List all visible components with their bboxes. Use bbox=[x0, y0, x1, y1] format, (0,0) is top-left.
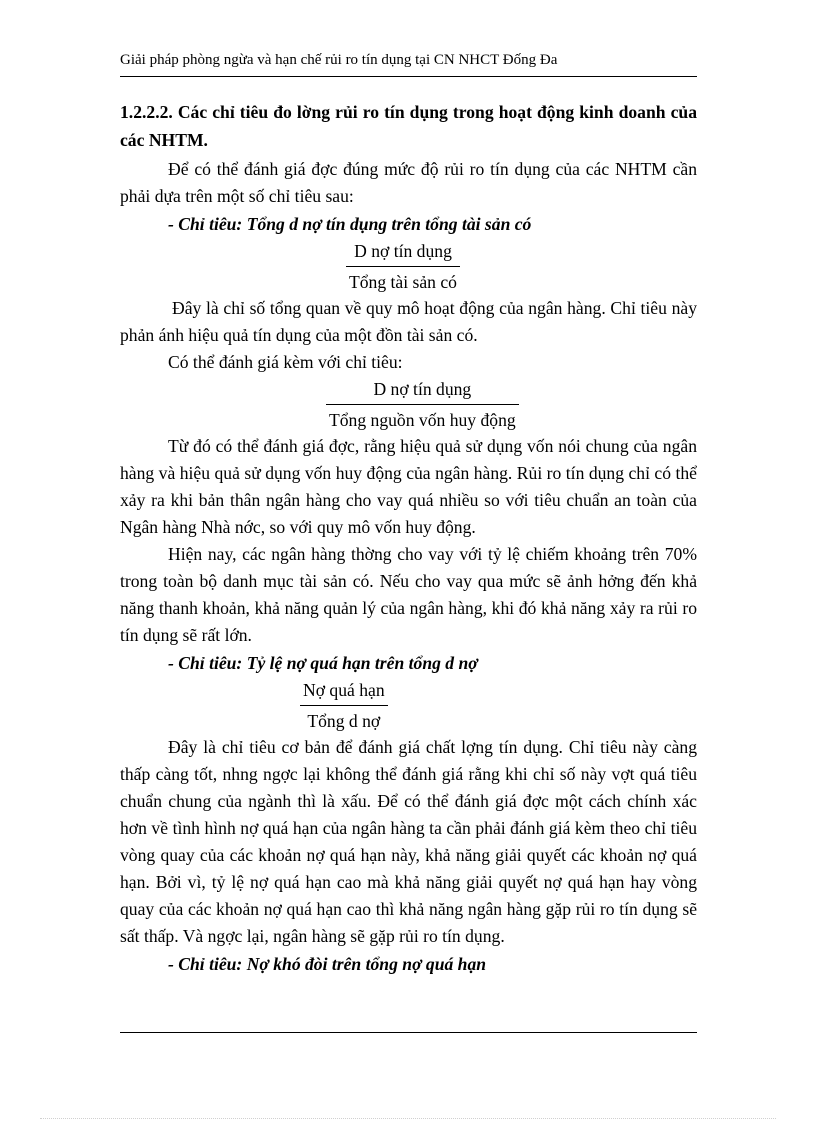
formula-numerator: D nợ tín dụng bbox=[326, 376, 519, 405]
criterion-3-title: - Chỉ tiêu: Nợ khó đòi trên tổng nợ quá hạn bbox=[168, 954, 487, 974]
criterion-1-title: - Chỉ tiêu: Tổng d nợ tín dụng trên tổng tài sản có bbox=[168, 214, 532, 234]
formula-loans-over-funds bbox=[326, 376, 519, 433]
footer-rule bbox=[120, 1032, 697, 1033]
formula-numerator: Nợ quá hạn bbox=[300, 677, 388, 706]
formula-numerator: D nợ tín dụng bbox=[346, 238, 460, 267]
criterion-2-paragraph: Đây là chỉ tiêu cơ bản để đánh giá chất lợng tín dụng. Chỉ tiêu này càng thấp càng tốt, nhng ngợc lại không thể đánh giá rằng khi chỉ số này vợt quá tiêu chuẩn chung của ngành thì là xấu. Để có thể đánh giá đợc một cách chính xác hơn về tình hình nợ quá hạn của ngân hàng ta cần phải đánh giá kèm theo chỉ tiêu vòng quay của các khoản nợ quá hạn này, khả năng giải quyết các khoản nợ quá hạn. Bởi vì, tỷ lệ nợ quá hạn cao mà khả năng giải quyết nợ quá hạn hay vòng quay của các khoản nợ quá hạn cao thì khả năng ngân hàng gặp rủi ro tín dụng sẽ sất thấp. Và ngợc lại, ngân hàng sẽ gặp rủi ro tín dụng. bbox=[120, 737, 697, 946]
criterion-1-also: Có thể đánh giá kèm với chỉ tiêu: bbox=[168, 352, 403, 372]
header-rule bbox=[120, 76, 697, 77]
formula-denominator: Tổng tài sản có bbox=[349, 272, 457, 292]
formula-denominator: Tổng nguồn vốn huy động bbox=[329, 410, 516, 430]
intro-paragraph: Để có thể đánh giá đợc đúng mức độ rủi ro tín dụng của các NHTM cần phải dựa trên một số chỉ tiêu sau: bbox=[120, 159, 697, 206]
criterion-2-title: - Chỉ tiêu: Tỷ lệ nợ quá hạn trên tổng d nợ bbox=[168, 653, 478, 673]
criterion-1-paragraph-3: Hiện nay, các ngân hàng thờng cho vay với tỷ lệ chiếm khoảng trên 70% trong toàn bộ danh mục tài sản có. Nếu cho vay qua mức sẽ ảnh hởng đến khả năng thanh khoản, khả năng quản lý của ngân hàng, khi đó khả năng xảy ra rủi ro tín dụng sẽ rất lớn. bbox=[120, 544, 697, 645]
page-header: Giải pháp phòng ngừa và hạn chế rủi ro tín dụng tại CN NHCT Đống Đa bbox=[120, 52, 558, 68]
page-edge-divider bbox=[40, 1118, 776, 1119]
criterion-1-explanation: Đây là chỉ số tổng quan về quy mô hoạt động của ngân hàng. Chỉ tiêu này phản ánh hiệu quả tín dụng của một đồn tài sản có. bbox=[120, 298, 697, 345]
formula-denominator: Tổng d nợ bbox=[307, 711, 381, 731]
formula-overdue-ratio bbox=[300, 677, 388, 734]
criterion-1-paragraph-2: Từ đó có thể đánh giá đợc, rằng hiệu quả sử dụng vốn nói chung của ngân hàng và hiệu quả sử dụng vốn huy động của ngân hàng. Rủi ro tín dụng chỉ có thể xảy ra khi bản thân ngân hàng cho vay quá nhiều so với tiêu chuẩn an toàn của Ngân hàng Nhà nớc, so với quy mô vốn huy động. bbox=[120, 436, 697, 537]
document-body bbox=[120, 98, 697, 978]
section-heading: 1.2.2.2. Các chỉ tiêu đo lờng rủi ro tín dụng trong hoạt động kinh doanh của các NHTM. bbox=[120, 102, 697, 150]
formula-loans-over-assets bbox=[346, 238, 460, 295]
